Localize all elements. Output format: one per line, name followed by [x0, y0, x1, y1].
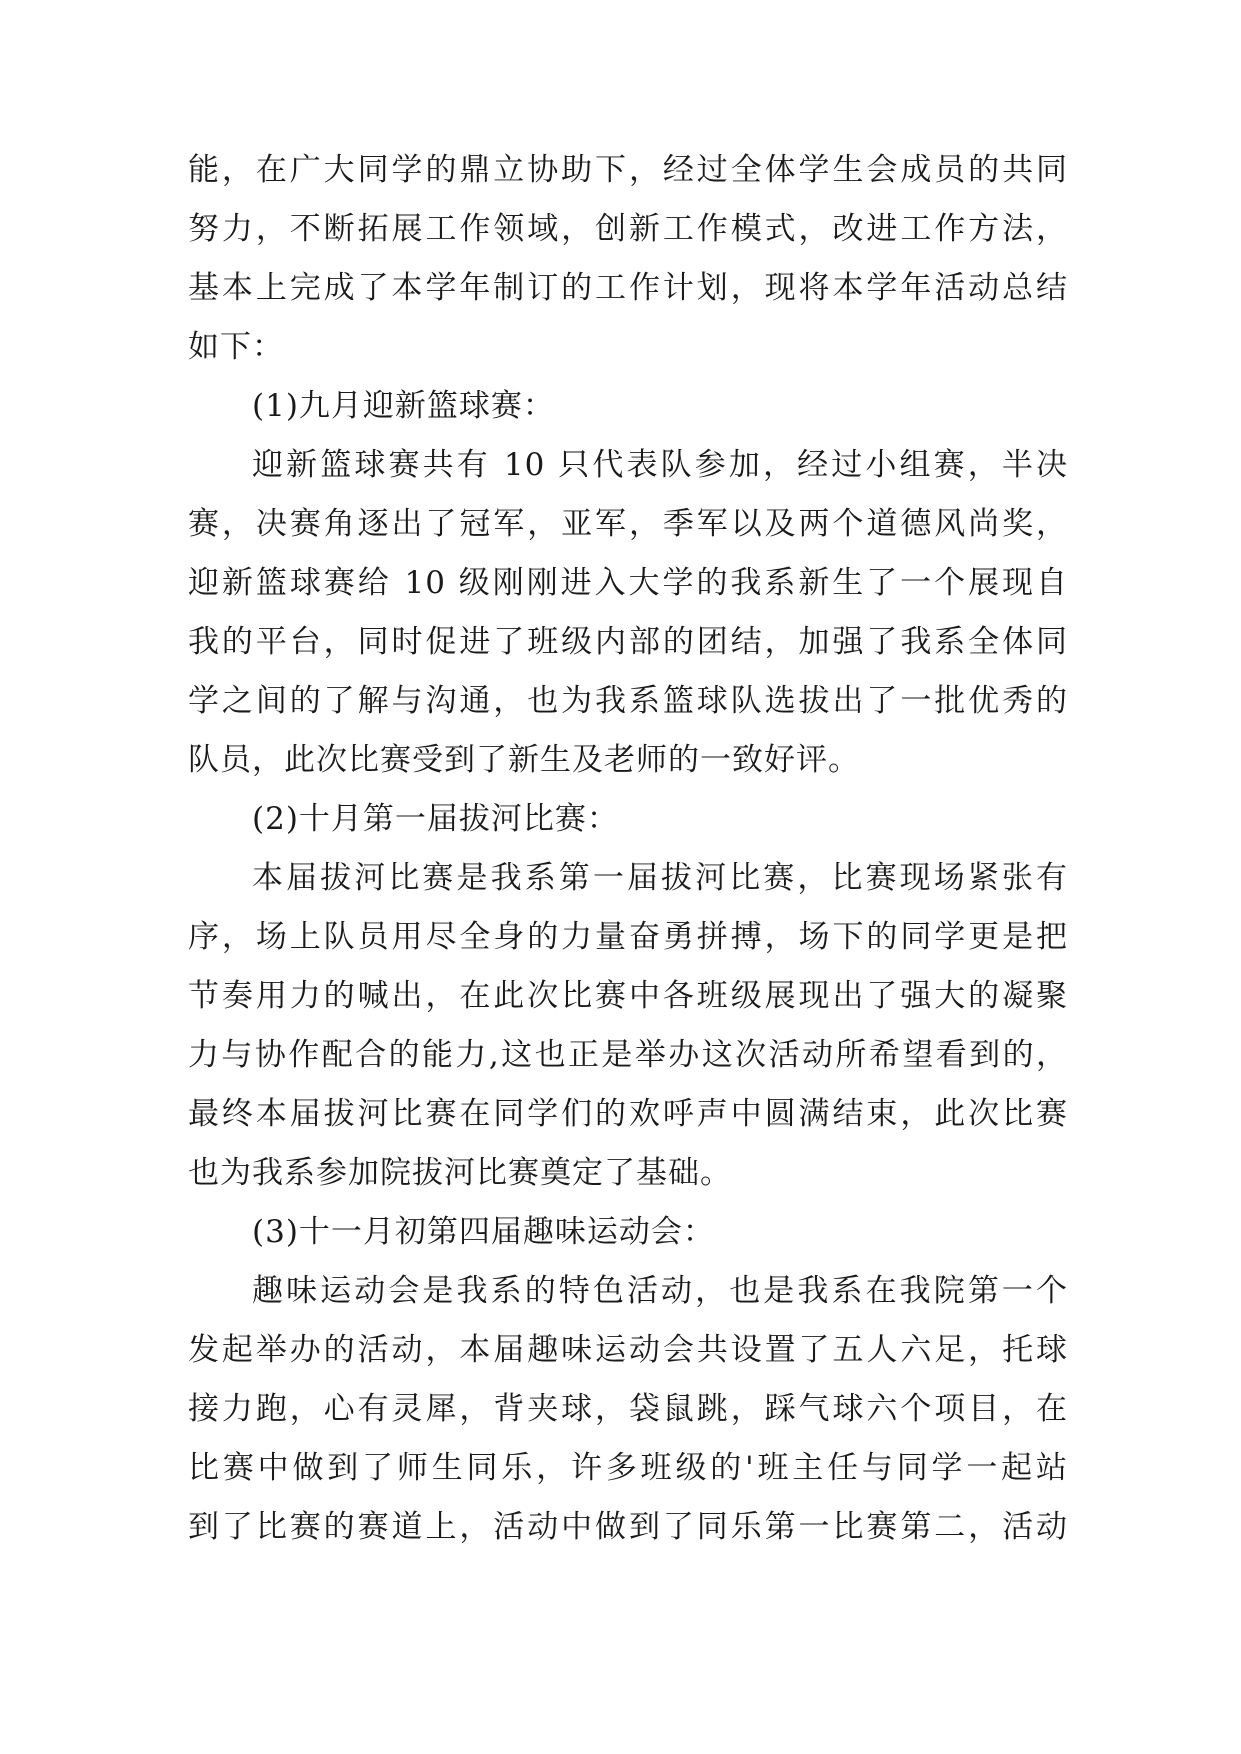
text-line: 接力跑，心有灵犀，背夹球，袋鼠跳，踩气球六个项目，在 [188, 1391, 1068, 1427]
text-line: 我的平台，同时促进了班级内部的团结，加强了我系全体同 [188, 624, 1068, 660]
text-line: 节奏用力的喊出，在此次比赛中各班级展现出了强大的凝聚 [188, 978, 1068, 1014]
section-heading: (1)九月迎新篮球赛： [252, 388, 555, 424]
text-line: 本届拔河比赛是我系第一届拔河比赛，比赛现场紧张有 [252, 860, 1068, 896]
text-line: 趣味运动会是我系的特色活动，也是我系在我院第一个 [252, 1273, 1068, 1309]
section-heading: (2)十月第一届拔河比赛： [252, 801, 619, 837]
text-line: 努力，不断拓展工作领域，创新工作模式，改进工作方法， [188, 211, 1068, 247]
section-heading: (3)十一月初第四届趣味运动会： [252, 1214, 715, 1250]
text-line: 学之间的了解与沟通，也为我系篮球队选拔出了一批优秀的 [188, 683, 1068, 719]
text-line: 序，场上队员用尽全身的力量奋勇拼搏，场下的同学更是把 [188, 919, 1068, 955]
text-line: 迎新篮球赛给 10 级刚刚进入大学的我系新生了一个展现自 [188, 565, 1068, 601]
text-line: 能，在广大同学的鼎立协助下，经过全体学生会成员的共同 [188, 152, 1068, 188]
text-line: 赛，决赛角逐出了冠军，亚军，季军以及两个道德风尚奖， [188, 506, 1068, 542]
text-line: 迎新篮球赛共有 10 只代表队参加，经过小组赛，半决 [252, 447, 1068, 483]
text-line: 比赛中做到了师生同乐，许多班级的'班主任与同学一起站 [188, 1450, 1068, 1486]
text-line: 发起举办的活动，本届趣味运动会共设置了五人六足，托球 [188, 1332, 1068, 1368]
text-line: 力与协作配合的能力,这也正是举办这次活动所希望看到的， [188, 1037, 1068, 1073]
text-line: 队员，此次比赛受到了新生及老师的一致好评。 [188, 742, 860, 778]
text-line: 基本上完成了本学年制订的工作计划，现将本学年活动总结 [188, 270, 1068, 306]
text-line: 到了比赛的赛道上，活动中做到了同乐第一比赛第二，活动 [188, 1509, 1068, 1545]
text-line: 最终本届拔河比赛在同学们的欢呼声中圆满结束，此次比赛 [188, 1096, 1068, 1132]
text-line: 也为我系参加院拔河比赛奠定了基础。 [188, 1155, 732, 1191]
text-line: 如下： [188, 329, 284, 365]
